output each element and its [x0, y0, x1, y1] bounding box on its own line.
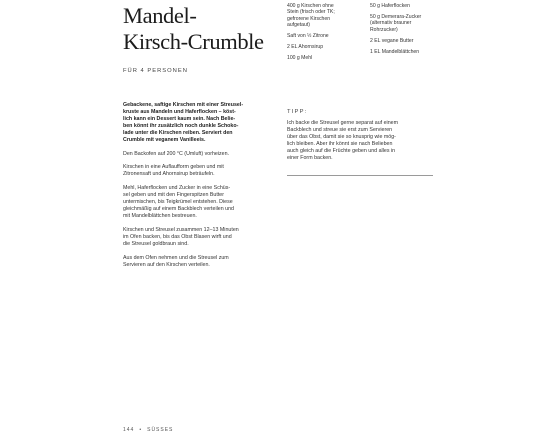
step-line: die Streusel goldbraun sind.: [123, 240, 189, 247]
ingredient-cherries: [287, 3, 359, 29]
ingredient-line: 2 EL vegane Butter: [370, 37, 414, 44]
page-number: 144: [123, 427, 135, 433]
intro-line: lich kann ein Dessert kaum sein. Nach Belie-: [123, 115, 236, 122]
tip-line: Ich backe die Streusel gerne separat auf einem: [287, 120, 399, 126]
intro-line: ben könnt ihr zusätzlich noch dunkle Schoko-: [123, 122, 239, 129]
step-line: Den Backofen auf 200 °C (Umluft) vorheizen.: [123, 150, 230, 157]
step-line: sel geben und mit den Fingerspitzen Butter: [123, 192, 224, 199]
step-line: Servieren auf den Kirschen verteilen.: [123, 261, 210, 268]
ingredient-line: 50 g Haferflocken: [370, 3, 410, 9]
ingredient-butter: [370, 38, 446, 44]
tip-line: über das Obst, damit sie so knusprig wie mög-: [287, 133, 396, 140]
ingredient-lemon-juice: [287, 33, 359, 39]
recipe-body: [123, 102, 275, 275]
servings-label: FÜR 4 PERSONEN: [123, 68, 188, 74]
step-line: im Ofen backen, bis das Obst Blasen wirft und: [123, 233, 232, 240]
step-paragraph-5: [123, 255, 275, 269]
tip-line: Backblech und streue sie erst zum Servieren: [287, 126, 393, 133]
section-name: SÜSSES: [147, 427, 174, 433]
intro-paragraph: [123, 102, 275, 144]
step-line: Aus dem Ofen nehmen und die Streusel zum: [123, 254, 229, 261]
tip-label: TIPP:: [287, 109, 308, 115]
step-line: Kirschen und Streusel zusammen 12–13 Minuten: [123, 226, 239, 233]
step-paragraph-4: [123, 227, 275, 248]
tip-divider: [287, 175, 433, 176]
recipe-title-line-1: Mandel-: [123, 3, 197, 28]
ingredient-line: Rohrzucker): [370, 26, 398, 33]
ingredient-line: Stein (frisch oder TK;: [287, 9, 335, 16]
step-line: Kirschen in eine Auflaufform geben und mit: [123, 164, 224, 171]
ingredient-line: aufgetaut): [287, 22, 310, 29]
page-footer: [123, 427, 173, 433]
ingredient-line: 2 EL Ahornsirup: [287, 44, 324, 51]
ingredient-oats: [370, 3, 446, 9]
step-line: Zitronensaft und Ahornsirup beträufeln.: [123, 171, 215, 178]
step-line: mit Mandelblättchen bestreuen.: [123, 213, 197, 220]
step-line: untermischen, bis Teigkrümel entstehen. Diese: [123, 199, 233, 206]
ingredients-column-1: [287, 3, 359, 66]
ingredient-sugar: [370, 14, 446, 33]
step-paragraph-2: [123, 164, 275, 178]
ingredient-line: gefrorene Kirschen: [287, 15, 331, 22]
intro-line: lade unter die Kirschen reiben. Serviert den: [123, 129, 233, 136]
tip-line: einer Form backen.: [287, 154, 333, 161]
ingredient-line: 400 g Kirschen ohne: [287, 3, 334, 9]
ingredient-line: 100 g Mehl: [287, 55, 313, 62]
tip-line: lich bleiben. Aber ihr könnt sie nach Belieben: [287, 140, 393, 147]
intro-line: Gebackene, saftige Kirschen mit einer Streusel-: [123, 102, 244, 108]
ingredient-flour: [287, 55, 359, 61]
ingredient-almond-flakes: [370, 49, 446, 55]
footer-separator: •: [139, 427, 143, 433]
step-line: gleichmäßig auf einem Backblech verteilen und: [123, 206, 235, 213]
ingredient-maple-syrup: [287, 44, 359, 50]
tip-text: [287, 120, 437, 162]
ingredient-line: 1 EL Mandelblättchen: [370, 48, 420, 55]
ingredient-line: 50 g Demerara-Zucker: [370, 14, 422, 20]
intro-line: kruste aus Mandeln und Haferflocken – köst-: [123, 108, 236, 115]
ingredient-line: (alternativ brauner: [370, 20, 412, 27]
tip-line: auch gleich auf die Früchte geben und alles in: [287, 147, 396, 154]
intro-line: Crumble mit veganem Vanilleeis.: [123, 136, 206, 143]
recipe-title-line-2: Kirsch-Crumble: [123, 29, 264, 54]
step-line: Mehl, Haferflocken und Zucker in eine Schüs-: [123, 185, 231, 192]
ingredient-line: Saft von ½ Zitrone: [287, 33, 329, 40]
step-paragraph-3: [123, 185, 275, 220]
step-paragraph-1: [123, 151, 275, 158]
recipe-title: [123, 3, 283, 55]
ingredients-column-2: [370, 3, 446, 60]
